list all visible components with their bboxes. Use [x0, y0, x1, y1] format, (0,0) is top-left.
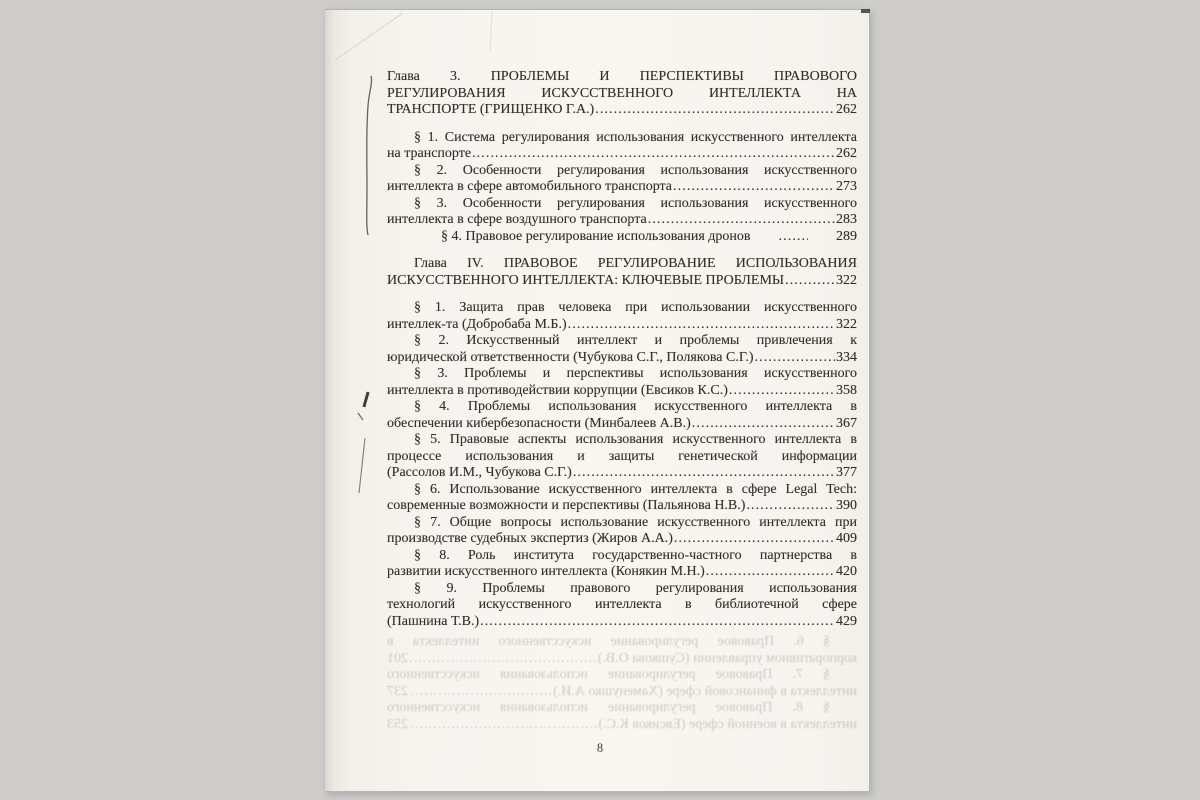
bleedthrough-entry-text: § 6. Правовое регулирование искусственного интеллекта в	[387, 634, 830, 649]
toc-entry-text: § 2. Искусственный интеллект и проблемы привлечения к	[414, 333, 857, 348]
toc-line	[387, 449, 857, 466]
toc-entry-text: процессе использования и защиты генетической информации	[387, 448, 857, 464]
dot-leader	[648, 212, 835, 229]
dot-leader	[480, 614, 835, 631]
bleedthrough-page-ref: 201	[387, 650, 408, 666]
toc-entry-text: (Рассолов И.М., Чубукова С.Г.)	[387, 465, 572, 480]
toc-line	[387, 498, 857, 515]
toc-page-ref: 283	[836, 212, 857, 227]
toc-line	[387, 482, 857, 499]
toc-entry-text: современные возможности и перспективы (Пальянова Н.В.)	[387, 498, 746, 513]
toc-page-ref: 262	[836, 146, 857, 161]
toc-entry-text: § 4. Правовое регулирование использования дронов	[441, 228, 751, 244]
toc-line	[387, 163, 857, 180]
table-of-contents	[387, 69, 857, 630]
toc-page-ref: 322	[836, 272, 857, 288]
toc-line	[387, 432, 857, 449]
bleedthrough-page-ref: 237	[387, 683, 408, 699]
toc-line	[387, 102, 857, 119]
toc-page-ref: 377	[836, 465, 857, 480]
toc-page-ref: 289	[836, 228, 857, 244]
ink-mark	[364, 392, 368, 407]
bleedthrough-line	[387, 667, 857, 684]
toc-line	[387, 196, 857, 213]
toc-entry-text: РЕГУЛИРОВАНИЯ ИСКУССТВЕННОГО ИНТЕЛЛЕКТА НА	[387, 85, 857, 101]
toc-entry-text: § 8. Роль института государственно-частного партнерства в	[414, 547, 857, 563]
toc-page-ref: 334	[836, 349, 857, 365]
ink-mark	[359, 438, 365, 493]
toc-page-ref: 273	[836, 179, 857, 194]
toc-line	[387, 317, 857, 334]
toc-line	[387, 69, 857, 86]
toc-entry-text: производстве судебных экспертиз (Жиров А.А.)	[387, 531, 673, 546]
toc-page-ref: 429	[836, 613, 857, 629]
page-corner-mark	[861, 9, 870, 13]
toc-entry-text: § 3. Особенности регулирования использования искусственного	[414, 195, 857, 211]
toc-entry-text: интеллекта в сфере автомобильного транспорта	[387, 179, 673, 194]
toc-entry-text: ИСКУССТВЕННОГО ИНТЕЛЛЕКТА: КЛЮЧЕВЫЕ ПРОБЛЕМЫ	[387, 272, 785, 288]
ink-mark	[367, 76, 372, 235]
bleedthrough-entry-text: § 8. Правовое регулирование использования искусственного	[387, 700, 830, 715]
toc-line	[387, 256, 857, 273]
bleedthrough-entry-text: интеллекта в военной сфере (Евсиков К.С.)	[598, 716, 857, 732]
bleedthrough-line	[387, 700, 857, 717]
toc-line	[387, 273, 857, 290]
toc-entry-text: развитии искусственного интеллекта (Конякин М.Н.)	[387, 564, 705, 579]
toc-entry-text: Глава IV. ПРАВОВОЕ РЕГУЛИРОВАНИЕ ИСПОЛЬЗОВАНИЯ	[414, 256, 857, 271]
ink-mark	[358, 413, 363, 420]
toc-line	[387, 564, 857, 581]
dot-leader	[573, 465, 835, 482]
bleedthrough-entry-text: § 7. Правовое регулирование использования искусственного	[387, 667, 830, 682]
toc-line	[387, 399, 857, 416]
toc-entry-text: (Пашнина Т.В.)	[387, 613, 480, 629]
toc-entry-text: технологий искусственного интеллекта в библиотечной сфере	[387, 597, 857, 612]
dot-leader	[472, 146, 835, 163]
dot-leader	[409, 651, 597, 668]
toc-entry-text: § 2. Особенности регулирования использования искусственного	[414, 162, 857, 178]
toc-entry-text: § 5. Правовые аспекты использования искусственного интеллекта в	[414, 432, 857, 447]
toc-line	[387, 366, 857, 383]
dot-leader	[752, 229, 808, 246]
toc-page-ref: 390	[836, 498, 857, 513]
dot-leader	[785, 273, 835, 290]
toc-entry-text: на транспорте	[387, 146, 472, 161]
toc-entry-text: интеллек-та (Добробаба М.Б.)	[387, 316, 567, 332]
toc-line	[387, 300, 857, 317]
toc-line	[387, 548, 857, 565]
toc-page-ref: 322	[836, 316, 857, 332]
toc-page-ref: 367	[836, 415, 857, 431]
dot-leader	[673, 179, 835, 196]
toc-line	[387, 130, 857, 147]
bleedthrough-line	[387, 684, 857, 701]
toc-entry-text: интеллекта в противодействии коррупции (Евсиков К.С.)	[387, 382, 728, 398]
toc-entry-text: ТРАНСПОРТЕ (ГРИЩЕНКО Г.А.)	[387, 102, 595, 117]
crease-line	[490, 11, 492, 52]
dot-leader	[595, 102, 835, 119]
toc-page-ref: 420	[836, 564, 857, 579]
bleedthrough-entry-text: интеллекта в финансовой сфере (Хаменушко А.И.)	[553, 683, 857, 699]
dot-leader	[729, 383, 835, 400]
bleedthrough-text	[387, 634, 857, 733]
dot-leader	[568, 317, 835, 334]
toc-entry-text: юридической ответственности (Чубукова С.Г., Полякова С.Г.)	[387, 349, 754, 365]
toc-page-ref: 262	[836, 102, 857, 117]
toc-entry-text: обеспечении кибербезопасности (Минбалеев А.В.)	[387, 415, 691, 431]
toc-page-ref: 358	[836, 382, 857, 398]
toc-line	[387, 465, 857, 482]
dot-leader	[409, 684, 552, 701]
toc-entry-text: § 4. Проблемы использования искусственного интеллекта в	[414, 399, 857, 414]
toc-page-ref: 409	[836, 531, 857, 546]
dot-leader	[755, 350, 835, 367]
dot-leader	[674, 531, 835, 548]
dot-leader	[692, 416, 835, 433]
toc-line	[387, 581, 857, 598]
dot-leader	[706, 564, 835, 581]
dot-leader	[746, 498, 835, 515]
toc-entry-text: § 3. Проблемы и перспективы использования искусственного	[414, 366, 857, 381]
toc-line	[387, 86, 857, 103]
toc-line	[387, 531, 857, 548]
crease-line	[335, 13, 403, 60]
bleedthrough-entry-text: корпоративном управлении (Сушкова О.В.)	[597, 650, 857, 666]
toc-entry-text: § 7. Общие вопросы использование искусственного интеллекта при	[414, 514, 857, 530]
toc-line	[387, 515, 857, 532]
document-page	[325, 9, 870, 792]
toc-line	[387, 350, 857, 367]
toc-line	[387, 146, 857, 163]
toc-line	[387, 333, 857, 350]
toc-entry-text: Глава 3. ПРОБЛЕМЫ И ПЕРСПЕКТИВЫ ПРАВОВОГО	[387, 69, 857, 84]
toc-entry-text: интеллекта в сфере воздушного транспорта	[387, 212, 647, 227]
toc-entry-text: § 1. Защита прав человека при использовании искусственного	[414, 300, 857, 315]
toc-entry-text: § 6. Использование искусственного интеллекта в сфере Legal Tech:	[414, 481, 857, 497]
bleedthrough-page-ref: 253	[387, 716, 408, 732]
toc-line	[387, 614, 857, 631]
bleedthrough-line	[387, 717, 857, 734]
toc-line	[387, 229, 857, 246]
page-number: 8	[596, 741, 604, 755]
dot-leader	[409, 717, 598, 734]
toc-line	[387, 383, 857, 400]
toc-entry-text: § 1. Система регулирования использования искусственного интеллекта	[414, 129, 857, 145]
toc-line	[387, 416, 857, 433]
bleedthrough-line	[387, 634, 857, 651]
toc-line	[387, 597, 857, 614]
toc-line	[387, 212, 857, 229]
toc-line	[387, 179, 857, 196]
bleedthrough-line	[387, 651, 857, 668]
toc-entry-text: § 9. Проблемы правового регулирования использования	[414, 580, 857, 596]
